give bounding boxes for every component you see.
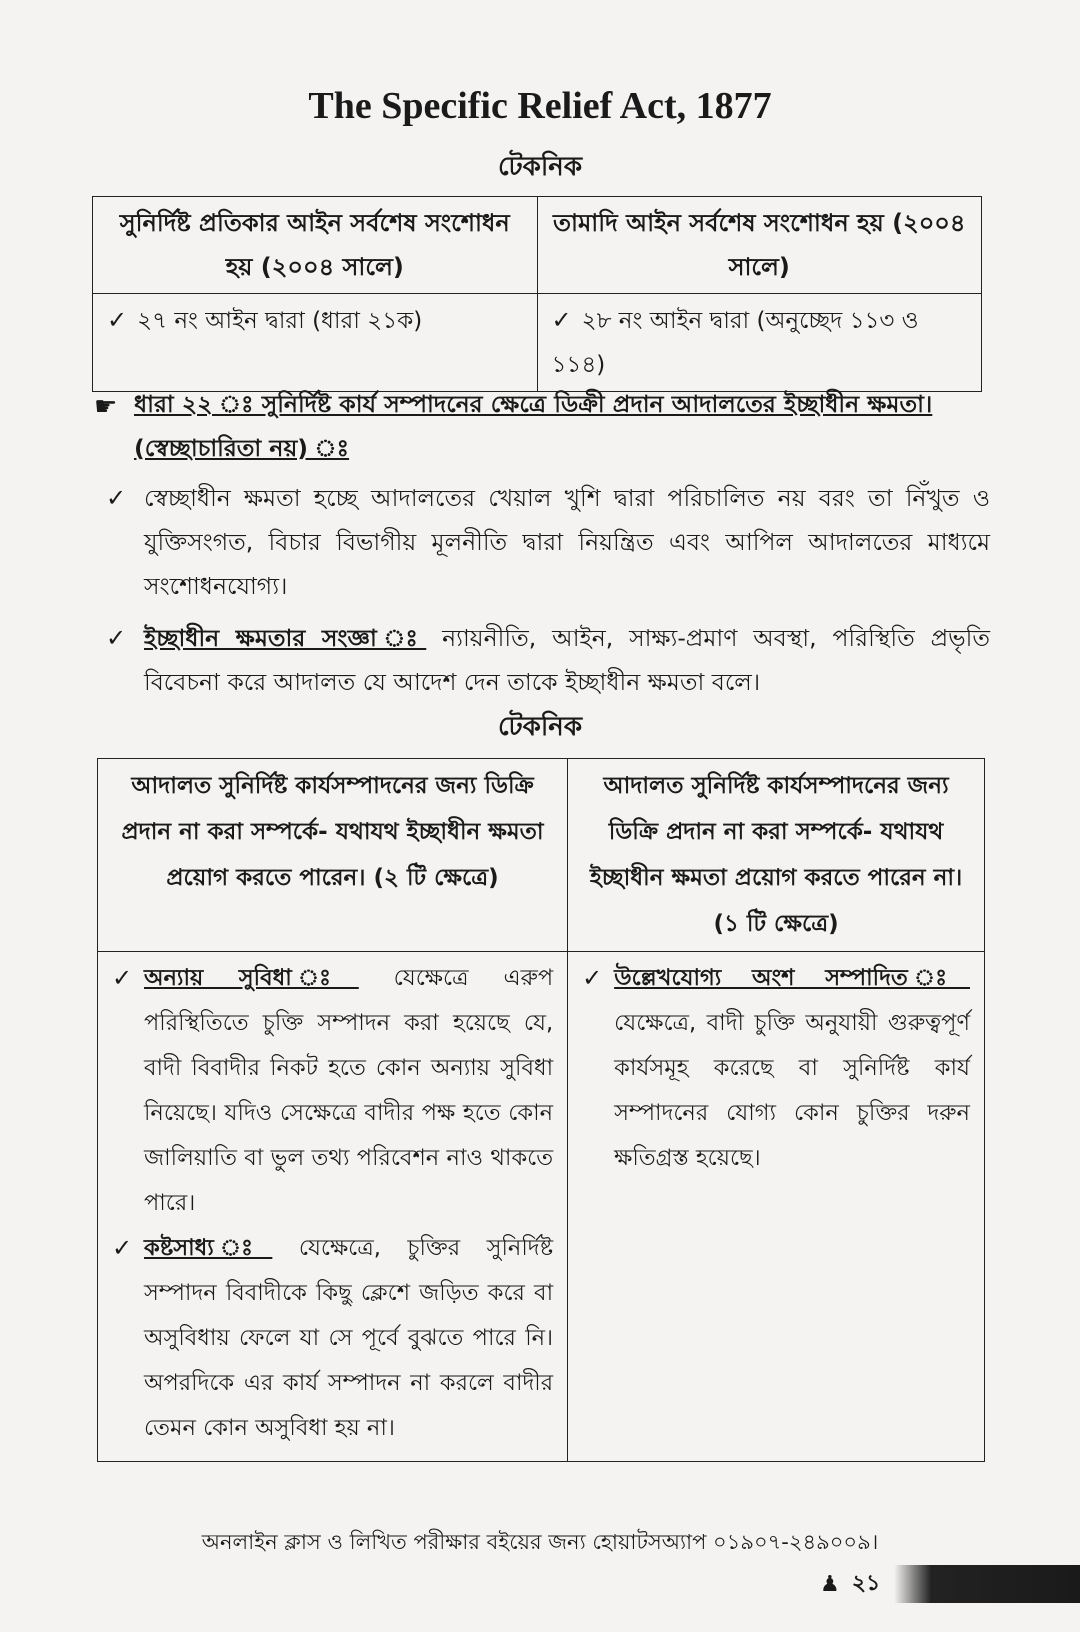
amendment-table xyxy=(92,196,982,392)
pointing-hand-icon: ☛ xyxy=(94,392,118,422)
section-22-bullets xyxy=(100,476,990,704)
item-unfair-advantage: ✓ অন্যায় সুবিধা ঃ যেক্ষেত্রে এরুপ পরিস্থিতিতে চুক্তি সম্পাদন করা হয়েছে যে, বাদী বিবাদীর নিকট হতে কোন অন্যায় সুবিধা নিয়েছে। যদিও সেক্ষেত্রে বাদীর পক্ষ হতে কোন জালিয়াতি বা ভুল তথ্য পরিবেশন নাও থাকতে পারে। xyxy=(112,956,553,1226)
table1-header-left: সুনির্দিষ্ট প্রতিকার আইন সর্বশেষ সংশোধন হয় (২০০৪ সালে) xyxy=(93,197,538,294)
table1-header-right: তামাদি আইন সর্বশেষ সংশোধন হয় (২০০৪ সালে) xyxy=(537,197,982,294)
check-icon: ✓ xyxy=(551,306,572,334)
table1-row-right: ✓ ২৮ নং আইন দ্বারা (অনুচ্ছেদ ১১৩ ও ১১৪) xyxy=(537,294,982,392)
item-hardship: ✓ কষ্টসাধ্য ঃ যেক্ষেত্রে, চুক্তির সুনির্দিষ্ট সম্পাদন বিবাদীকে কিছু ক্লেশে জড়িত করে বা অসুবিধায় ফেলে যা সে পূর্বে বুঝতে পারে নি। অপরদিকে এর কার্য সম্পাদন না করলে বাদীর তেমন কোন অসুবিধা হয় না। xyxy=(112,1226,553,1451)
person-icon: ♟ xyxy=(820,1571,840,1597)
check-icon: ✓ xyxy=(106,484,127,512)
page-number: ২১ xyxy=(851,1570,881,1596)
table2-right-cell xyxy=(568,952,985,1462)
table2-header-left: আদালত সুনির্দিষ্ট কার্যসম্পাদনের জন্য ডিক্রি প্রদান না করা সম্পর্কে- যথাযথ ইচ্ছাধীন ক্ষমতা প্রয়োগ করতে পারেন। (২ টি ক্ষেত্রে) xyxy=(98,759,568,952)
table1-row-left: ✓ ২৭ নং আইন দ্বারা (ধারা ২১ক) xyxy=(93,294,538,392)
check-icon: ✓ xyxy=(107,306,128,334)
footer-contact: অনলাইন ক্লাস ও লিখিত পরীক্ষার বইয়ের জন্য হোয়াটসঅ্যাপ ০১৯০৭-২৪৯০০৯। xyxy=(201,1530,879,1554)
page-bar-decoration xyxy=(894,1565,1080,1603)
bullet-definition: ✓ ইচ্ছাধীন ক্ষমতার সংজ্ঞা ঃ ন্যায়নীতি, আইন, সাক্ষ্য-প্রমাণ অবস্থা, পরিস্থিতি প্রভৃতি বিবেচনা করে আদালত যে আদেশ দেন তাকে ইচ্ছাধীন ক্ষমতা বলে। xyxy=(100,616,990,704)
check-icon: ✓ xyxy=(112,1234,133,1262)
check-icon: ✓ xyxy=(112,964,133,992)
item-substantial-part-performed: ✓ উল্লেখযোগ্য অংশ সম্পাদিত ঃ যেক্ষেত্রে, বাদী চুক্তি অনুযায়ী গুরুত্বপূর্ণ কার্যসমূহ করেছে বা সুনির্দিষ্ট কার্য সম্পাদনের যোগ্য কোন চুক্তির দরুন ক্ষতিগ্রস্ত হয়েছে। xyxy=(582,956,970,1181)
technique-label-1: টেকনিক xyxy=(497,152,583,182)
table2-header-right: আদালত সুনির্দিষ্ট কার্যসম্পাদনের জন্য ডিক্রি প্রদান না করা সম্পর্কে- যথাযথ ইচ্ছাধীন ক্ষমতা প্রয়োগ করতে পারেন না।(১ টি ক্ষেত্রে) xyxy=(568,759,985,952)
check-icon: ✓ xyxy=(582,964,603,992)
page-title: The Specific Relief Act, 1877 xyxy=(308,85,772,127)
check-icon: ✓ xyxy=(106,624,127,652)
table2-left-cell xyxy=(98,952,568,1462)
section-22-heading: ধারা ২২ ঃ সুনির্দিষ্ট কার্য সম্পাদনের ক্ষেত্রে ডিক্রী প্রদান আদালতের ইচ্ছাধীন ক্ষমতা। (স্বেচ্ছাচারিতা নয়) ঃ xyxy=(134,390,933,462)
page-number-bar xyxy=(820,1565,1080,1603)
technique-label-2: টেকনিক xyxy=(497,712,583,742)
bullet-discretion: ✓ স্বেচ্ছাধীন ক্ষমতা হচ্ছে আদালতের খেয়াল খুশি দ্বারা পরিচালিত নয় বরং তা নিঁখুত ও যুক্তিসংগত, বিচার বিভাগীয় মূলনীতি দ্বারা নিয়ন্ত্রিত এবং আপিল আদালতের মাধ্যমে সংশোধনযোগ্য। xyxy=(100,476,990,608)
discretion-table xyxy=(97,758,985,1462)
